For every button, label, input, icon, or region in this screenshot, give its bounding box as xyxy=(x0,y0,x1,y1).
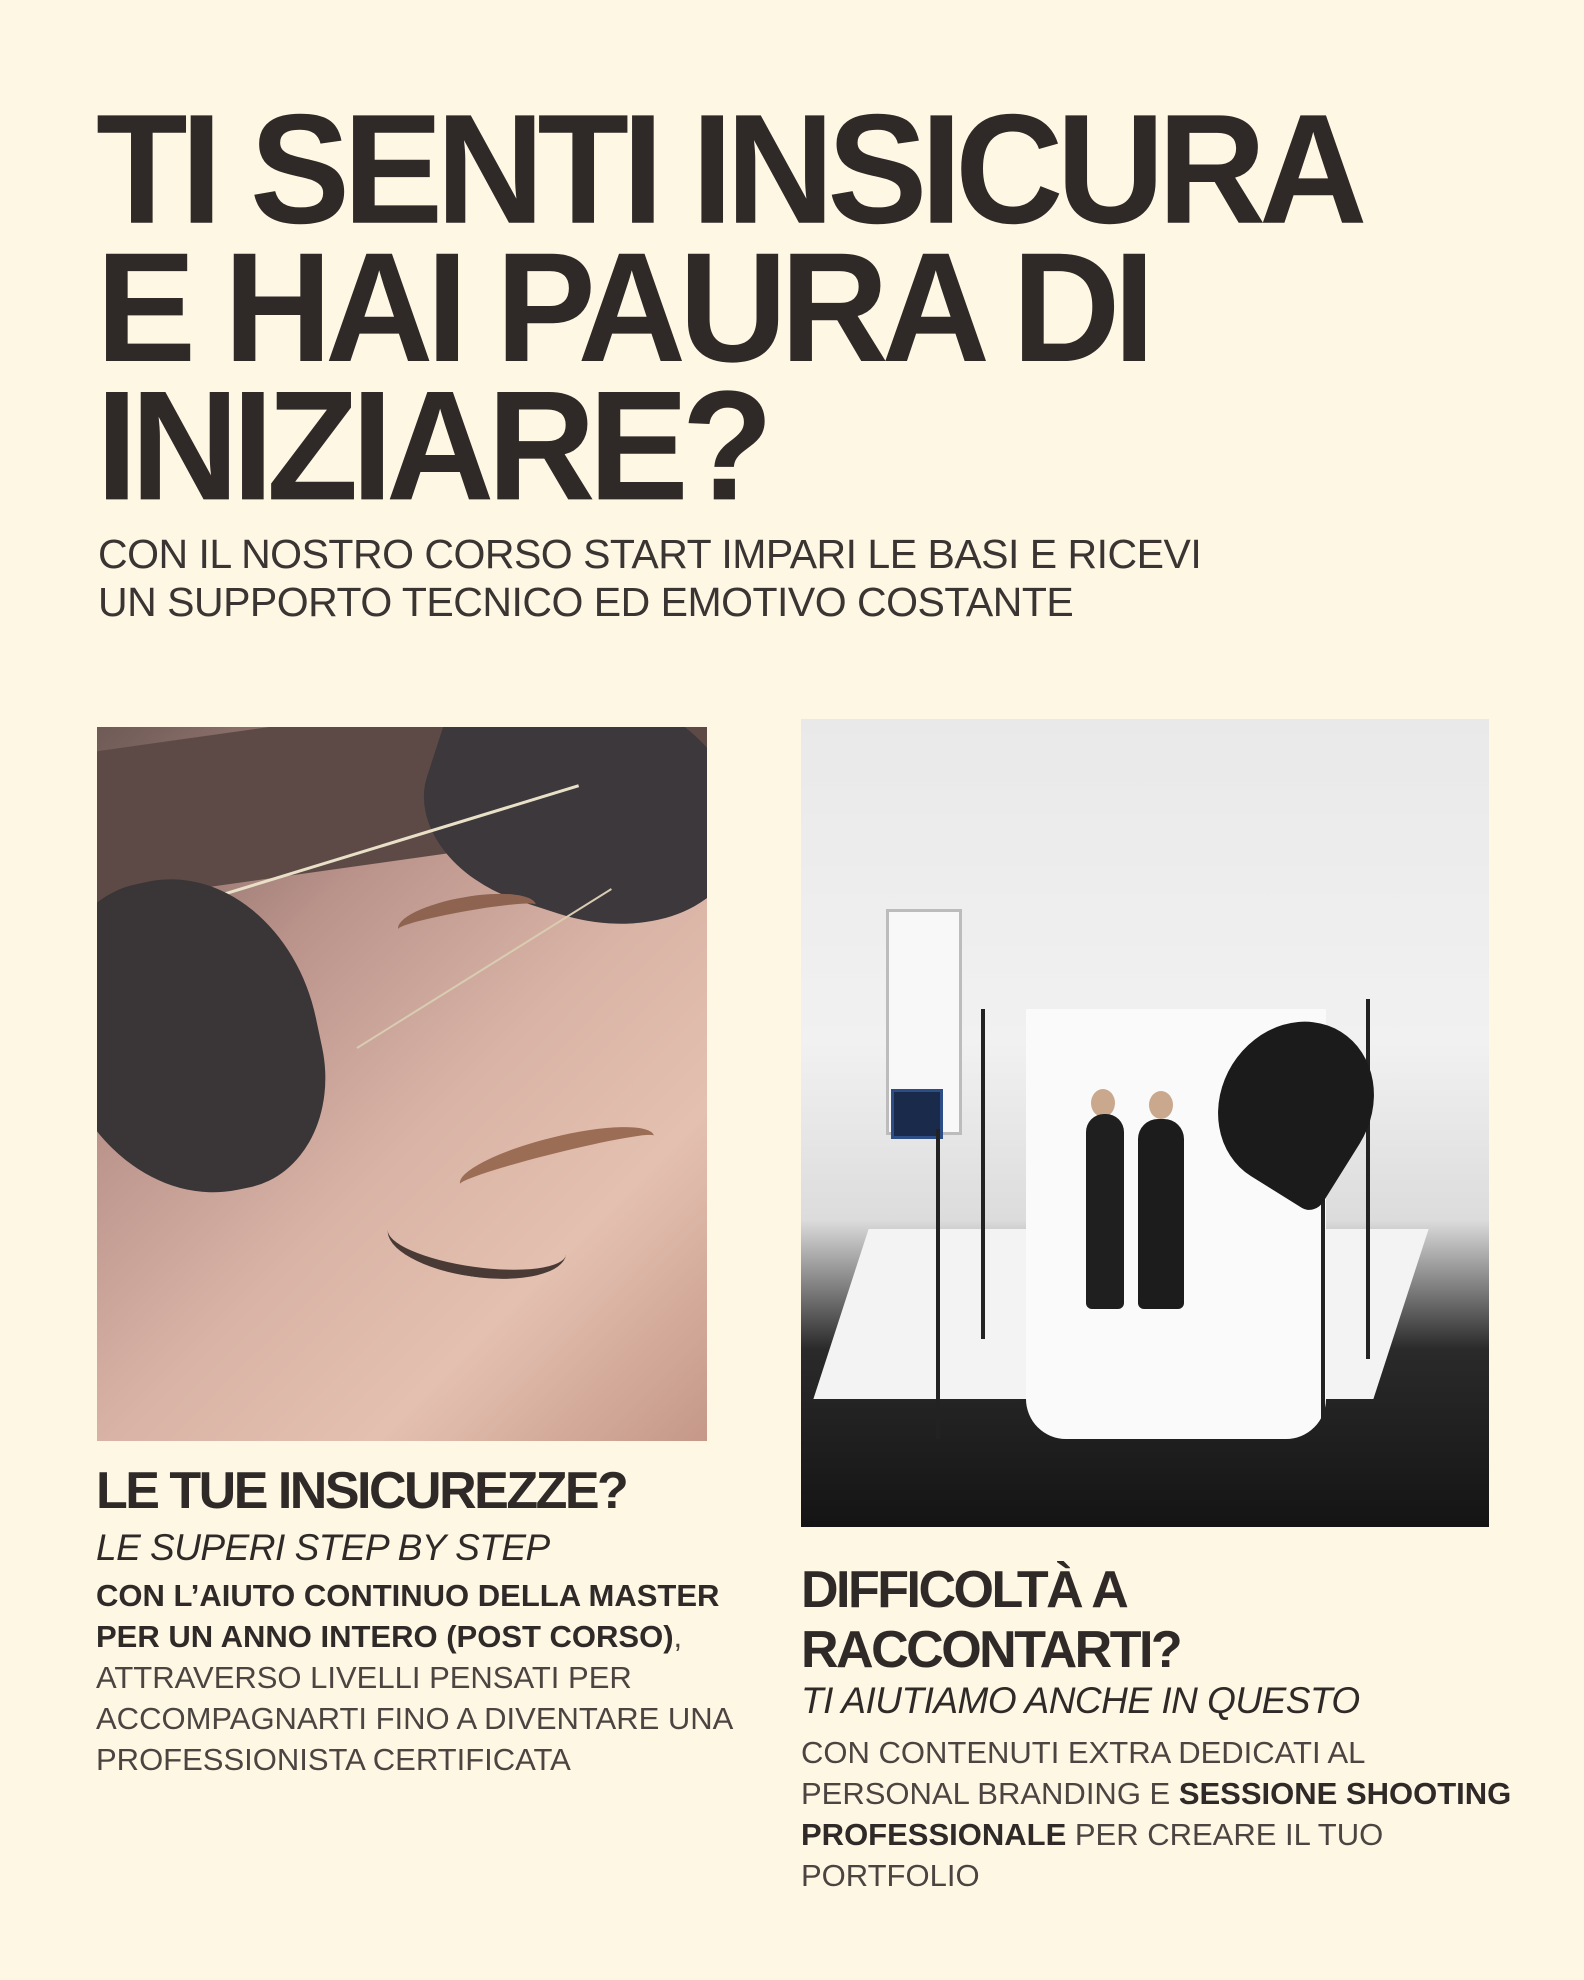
right-card-title-line-1: DIFFICOLTÀ A xyxy=(801,1561,1127,1619)
subtitle xyxy=(98,530,1398,626)
headline-line-2: E HAI PAURA DI xyxy=(96,219,1149,395)
left-card-body xyxy=(96,1575,736,1780)
subtitle-line-1: CON IL NOSTRO CORSO START IMPARI LE BASI E RICEVI xyxy=(98,531,1202,577)
right-card-title xyxy=(801,1560,1180,1680)
headline-line-1: TI SENTI INSICURA xyxy=(96,81,1361,256)
right-card-body-bold: SESSIONE SHOOTING PROFESSIONALE xyxy=(801,1776,1512,1852)
left-card-subtitle: LE SUPERI STEP BY STEP xyxy=(96,1527,550,1568)
left-card-body-bold: CON L’AIUTO CONTINUO DELLA MASTER PER UN ANNO INTERO (POST CORSO) xyxy=(96,1578,720,1654)
photo-studio-photo xyxy=(801,719,1489,1527)
right-card-title-line-2: RACCONTARTI? xyxy=(801,1621,1181,1679)
right-card-body-regular-2: PER CREARE IL TUO PORTFOLIO xyxy=(801,1817,1384,1893)
subtitle-line-2: UN SUPPORTO TECNICO ED EMOTIVO COSTANTE xyxy=(98,579,1074,625)
left-card-title: LE TUE INSICUREZZE? xyxy=(96,1462,627,1520)
right-card-body-regular-1: CON CONTENUTI EXTRA DEDICATI AL PERSONAL BRANDING E xyxy=(801,1735,1365,1811)
headline-line-3: INIZIARE? xyxy=(96,357,767,533)
eyebrow-threading-photo xyxy=(97,727,707,1441)
right-card-subtitle: TI AIUTIAMO ANCHE IN QUESTO xyxy=(801,1680,1360,1721)
left-card-body-regular: , ATTRAVERSO LIVELLI PENSATI PER ACCOMPAGNARTI FINO A DIVENTARE UNA PROFESSIONISTA CERTIFICATA xyxy=(96,1619,732,1777)
right-card-body xyxy=(801,1732,1521,1896)
headline xyxy=(96,81,1516,533)
